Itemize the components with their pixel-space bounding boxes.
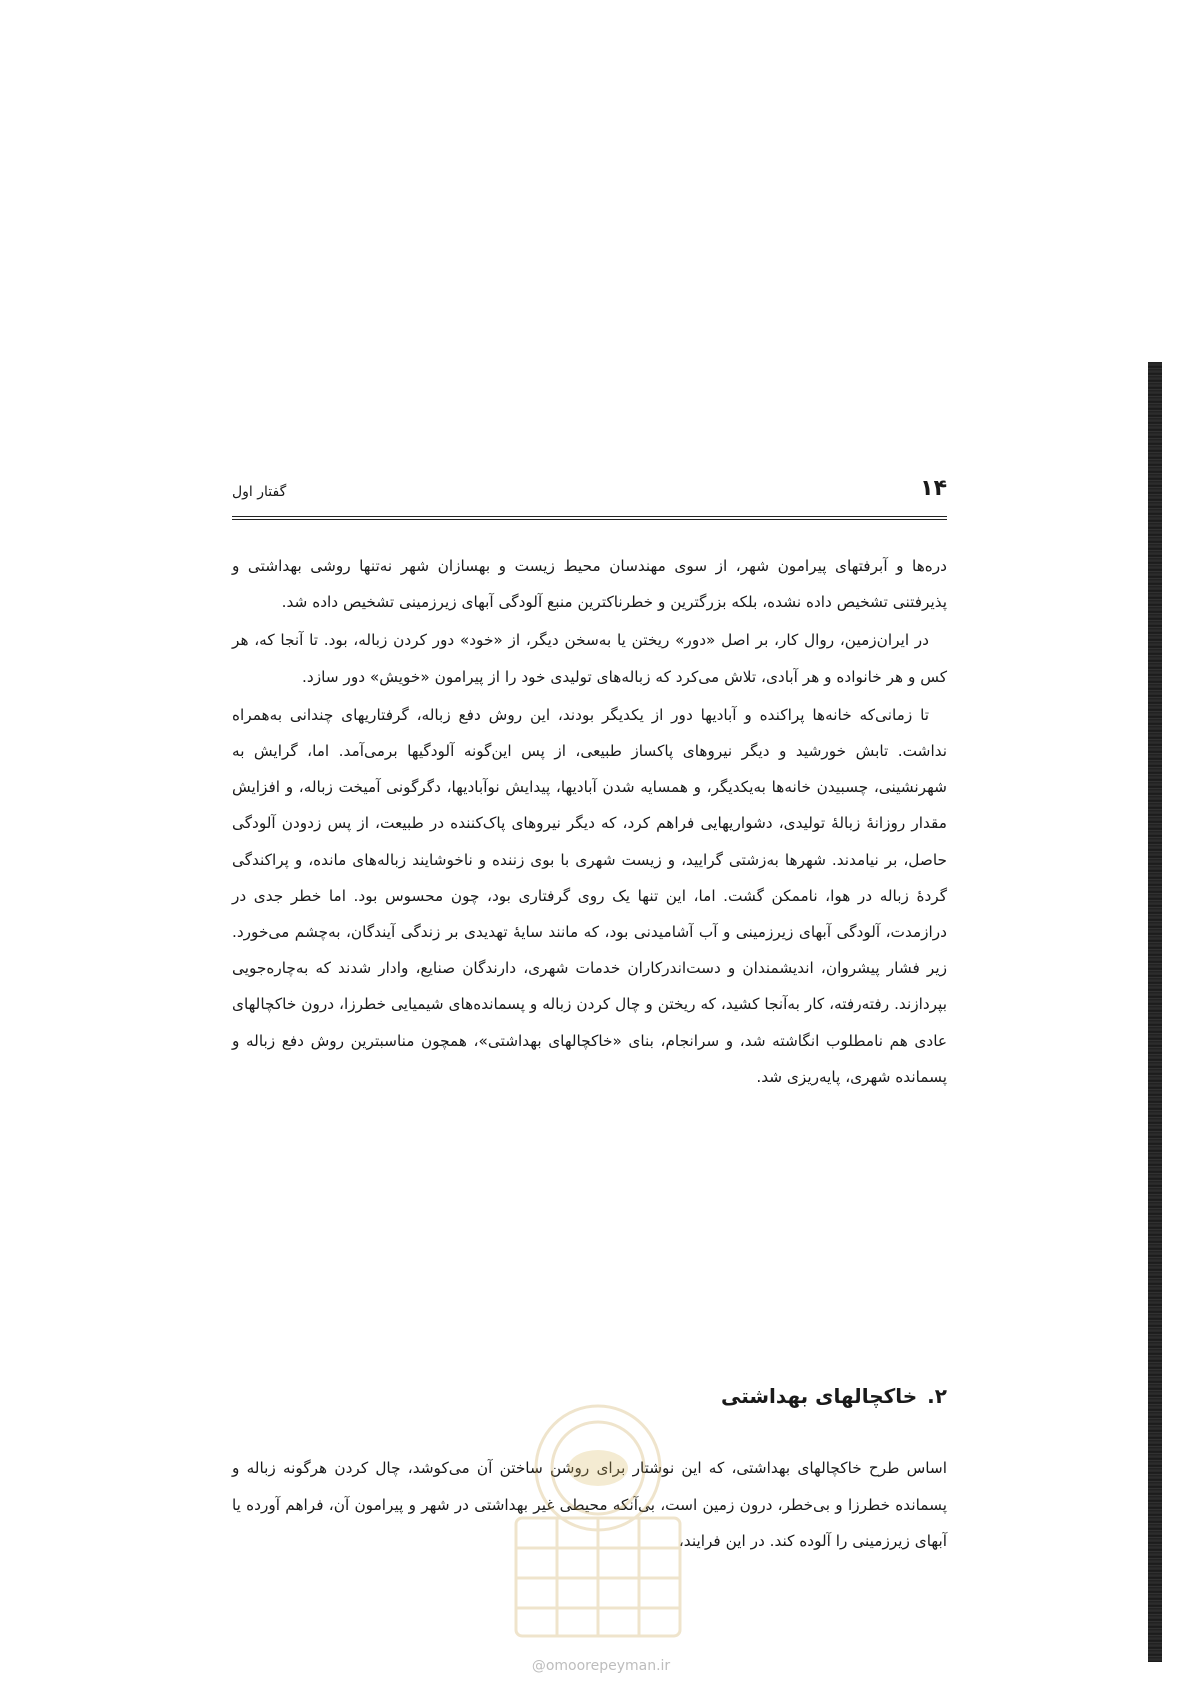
- section-number: ۲.: [927, 1384, 947, 1408]
- scan-edge-bar: [1148, 362, 1162, 1662]
- running-title: گفتار اول: [232, 484, 287, 500]
- section-heading: [232, 1384, 947, 1408]
- paragraph-1: دره‌ها و آبرفتهای پیرامون شهر، از سوی مهندسان محیط زیست و بهسازان شهر نه‌تنها روشی بهداشتی و پذیرفتنی تشخیص داده نشده، بلکه بزرگترین و خطرناکترین منبع آلودگی آبهای زیرزمینی تشخیص داده شد.: [232, 557, 947, 612]
- section-title: خاکچالهای بهداشتی: [720, 1384, 918, 1408]
- paragraph-3: تا زمانی‌که خانه‌ها پراکنده و آبادیها دور از یکدیگر بودند، این روش دفع زباله، گرفتاریهای چندانی به‌همراه نداشت. تابش خورشید و دیگر نیروهای پاکساز طبیعی، از پس این‌گونه آلودگیها برمی‌آمد. اما، گرایش به شهرنشینی، چسبیدن خانه‌ها به‌یکدیگر، و همسایه شدن آبادیها، پیدایش نوآبادیها، دگرگونی آمیخت زباله، و افزایش مقدار روزانهٔ زبالهٔ تولیدی، دشواریهایی فراهم کرد، که دیگر نیروهای پاک‌کننده در طبیعت، از پس زدودن آلودگی حاصل، بر نیامدند. شهرها به‌زشتی گرایید، و زیست شهری با بوی زننده و ناخوشایند زباله‌های مانده، و پراکندگی گردهٔ زباله در هوا، ناممکن گشت. اما، این تنها یک روی گرفتاری بود، چون محسوس بود. اما خطر جدی در درازمدت، آلودگی آبهای زیرزمینی و آب آشامیدنی بود، که مانند سایهٔ تهدیدی بر زندگی آیندگان، به‌چشم می‌خورد. زیر فشار پیشروان، اندیشمندان و دست‌اندرکاران خدمات شهری، دارندگان صنایع، وادار شدند که به‌چاره‌جویی بپردازند. رفته‌رفته، کار به‌آنجا کشید، که ریختن و چال کردن زباله و پسمانده‌های شیمیایی خطرزا، درون خاکچالهای عادی هم نامطلوب انگاشته شد، و سرانجام، بنای «خاکچالهای بهداشتی»، همچون مناسبترین روش دفع زباله و پسمانده شهری، پایه‌ریزی شد.: [232, 705, 947, 1086]
- page-number: ۱۴: [920, 476, 947, 501]
- body-text: [232, 548, 947, 1095]
- watermark-url: @omoorepeyman.ir: [531, 1658, 671, 1674]
- section-paragraph: اساس طرح خاکچالهای بهداشتی، که این نوشتار برای روشن ساختن آن می‌کوشد، چال کردن هرگونه زباله و پسمانده خطرزا و بی‌خطر، درون زمین است، بی‌آنکه محیطی غیر بهداشتی در شهر و پیرامون آن، فراهم آورده یا آبهای زیرزمینی را آلوده کند. در این فرایند،: [232, 1459, 947, 1551]
- page-header: [232, 468, 947, 526]
- header-rule: [232, 516, 947, 520]
- paragraph-2: در ایران‌زمین، روال کار، بر اصل «دور» ریختن یا به‌سخن دیگر، از «خود» دور کردن زباله، بود. تا آنجا که، هر کس و هر خانواده و هر آبادی، تلاش می‌کرد که زباله‌های تولیدی خود را از پیرامون «خویش» دور سازد.: [232, 631, 947, 686]
